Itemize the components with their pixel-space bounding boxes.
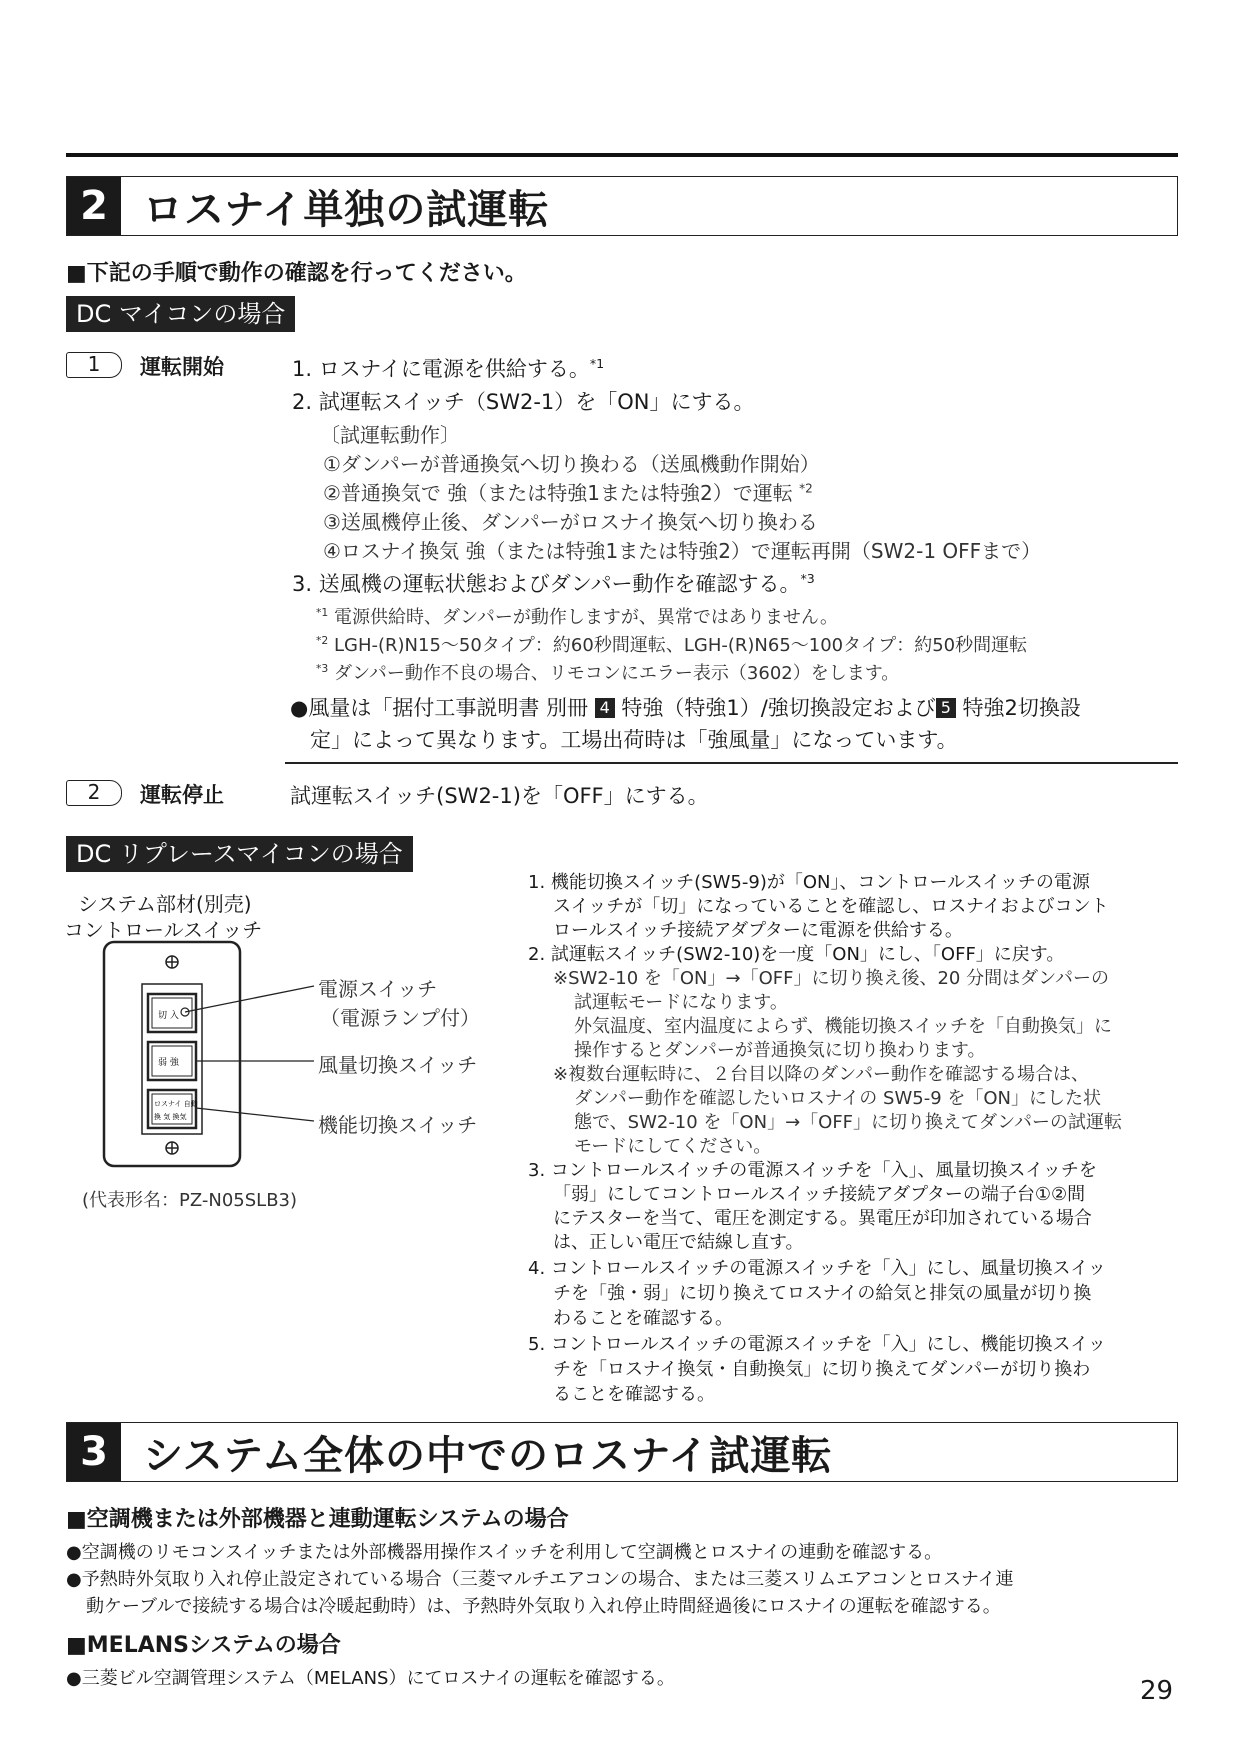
- replace-line-6: 試運転モードになります。: [574, 992, 788, 1013]
- airflow-note-line-2: 定」によって異なります。工場出荷時は「強風量」になっています。: [310, 728, 958, 752]
- section-3-header: [66, 1422, 1178, 1482]
- top-rule: [66, 153, 1178, 157]
- step-1-line-4: ①ダンパーが普通換気へ切り換わる（送風機動作開始）: [323, 452, 820, 476]
- step-2-number: 2: [66, 780, 122, 806]
- note-2: $^{*2}$ LGH-(R)N15～50タイプ：約60秒間運転、LGH-(R)N65～100タイプ：約50秒間運転: [316, 634, 1028, 656]
- step-2-text: 試運転スイッチ(SW2-1)を「OFF」にする。: [290, 784, 709, 808]
- note-1: $^{*1}$ 電源供給時、ダンパーが動作しますが、異常ではありません。: [316, 606, 838, 628]
- replace-line-8: 操作するとダンパーが普通換気に切り換わります。: [574, 1040, 986, 1061]
- replace-line-1: 1. 機能切換スイッチ(SW5-9)が「ON」、コントロールスイッチの電源: [528, 872, 1090, 893]
- power-switch-label: 切 入: [158, 1011, 179, 1021]
- replace-line-21: チを「ロスナイ換気・自動換気」に切り換えてダンパーが切り換わ: [553, 1359, 1091, 1380]
- replace-line-12: モードにしてください。: [574, 1136, 772, 1157]
- function-switch-label-bottom: 換 気 換気: [154, 1113, 187, 1121]
- replace-line-10: ダンパー動作を確認したいロスナイの SW5-9 を「ON」にした状: [574, 1088, 1101, 1109]
- replace-line-2: スイッチが「切」になっていることを確認し、ロスナイおよびコント: [553, 896, 1109, 917]
- top-screw-icon: [166, 956, 178, 968]
- diagram-model-name: (代表形名：PZ-N05SLB3): [82, 1190, 298, 1211]
- replace-line-18: チを「強・弱」に切り換えてロスナイの給気と排気の風量が切り換: [553, 1283, 1092, 1304]
- step-1-line-1: 1. ロスナイに電源を供給する。$^{*1}$: [292, 356, 605, 381]
- step-1-line-6: ③送風機停止後、ダンパーがロスナイ換気へ切り換わる: [323, 510, 818, 534]
- section-3-heading-2: ■MELANSシステムの場合: [66, 1633, 341, 1658]
- bottom-screw-icon: [166, 1142, 178, 1154]
- diagram-caption-1: システム部材(別売): [78, 892, 252, 916]
- step-1-line-7: ④ロスナイ換気 強（または特強1または特強2）で運転再開（SW2-1 OFFまで）: [323, 539, 1042, 563]
- power-switch: [148, 994, 196, 1032]
- section-2-title: ロスナイ単独の試運転: [143, 186, 550, 233]
- step-1-number: 1: [66, 352, 122, 378]
- step-1-line-5: ②普通換気で 強（または特強1または特強2）で運転 $^{*2}$: [323, 481, 813, 505]
- section-2-number: 2: [67, 177, 121, 235]
- replace-line-11: 態で、SW2-10 を「ON」→「OFF」に切り換えてダンパーの試運転: [574, 1112, 1122, 1133]
- ref-5-icon: 5: [936, 698, 956, 718]
- replace-line-17: 4. コントロールスイッチの電源スイッチを「入」にし、風量切換スイッ: [528, 1258, 1106, 1279]
- dc-subheading: DC マイコンの場合: [66, 296, 295, 332]
- replace-line-15: にテスターを当て、電圧を測定する。異電圧が印加されている場合: [553, 1208, 1092, 1229]
- replace-line-3: ロールスイッチ接続アダプターに電源を供給する。: [553, 920, 963, 941]
- section-3-number: 3: [67, 1423, 121, 1481]
- airflow-switch-label: 弱 強: [158, 1058, 179, 1068]
- airflow-switch: [148, 1042, 196, 1080]
- replace-line-13: 3. コントロールスイッチの電源スイッチを「入」、風量切換スイッチを: [528, 1160, 1097, 1181]
- diagram-caption-2: コントロールスイッチ: [64, 918, 263, 942]
- function-switch: [148, 1090, 198, 1128]
- replace-line-9: ※複数台運転時に、２台目以降のダンパー動作を確認する場合は、: [553, 1064, 1089, 1085]
- step-2-label: 運転停止: [140, 783, 224, 807]
- section-3-title: システム全体の中でのロスナイ試運転: [143, 1432, 833, 1479]
- replace-line-7: 外気温度、室内温度によらず、機能切換スイッチを「自動換気」に: [574, 1016, 1112, 1037]
- step-1-line-3: 〔試運転動作〕: [320, 423, 460, 447]
- function-switch-label-top: ロスナイ 自動: [154, 1100, 198, 1108]
- step-1-line-8: 3. 送風機の運転状態およびダンパー動作を確認する。$^{*3}$: [292, 571, 815, 596]
- section-3-bullet-1: ●空調機のリモコンスイッチまたは外部機器用操作スイッチを利用して空調機とロスナイの連動を確認する。: [66, 1542, 943, 1563]
- replace-line-20: 5. コントロールスイッチの電源スイッチを「入」にし、機能切換スイッ: [528, 1334, 1106, 1355]
- section-3-heading-1: ■空調機または外部機器と連動運転システムの場合: [66, 1507, 569, 1532]
- section-3-bullet-3: ●三菱ビル空調管理システム（MELANS）にてロスナイの運転を確認する。: [66, 1668, 675, 1689]
- diagram-label-function: 機能切換スイッチ: [318, 1113, 478, 1137]
- airflow-note-line-1: ●風量は「据付工事説明書 別冊 4 特強（特強1）/強切換設定および 5 特強2切換設: [290, 696, 1081, 720]
- replace-subheading: DC リプレースマイコンの場合: [66, 836, 413, 872]
- step-1-line-2: 2. 試運転スイッチ（SW2-1）を「ON」にする。: [292, 390, 755, 414]
- diagram-label-power-lamp: （電源ランプ付）: [320, 1006, 480, 1030]
- step-divider: [285, 762, 1178, 764]
- replace-line-14: 「弱」にしてコントロールスイッチ接続アダプターの端子台①②間: [553, 1184, 1086, 1205]
- diagram-label-airflow: 風量切換スイッチ: [318, 1053, 478, 1077]
- step-1-label: 運転開始: [140, 355, 224, 379]
- replace-line-19: わることを確認する。: [553, 1308, 733, 1329]
- section-3-bullet-2b: 動ケーブルで接続する場合は冷暖起動時）は、予熱時外気取り入れ停止時間経過後にロスナイの運転を確認する。: [86, 1596, 1001, 1617]
- diagram-label-power: 電源スイッチ: [318, 977, 438, 1001]
- replace-line-4: 2. 試運転スイッチ(SW2-10)を一度「ON」にし、「OFF」に戻す。: [528, 944, 1065, 965]
- replace-line-5: ※SW2-10 を「ON」→「OFF」に切り換え後、20 分間はダンパーの: [553, 968, 1110, 989]
- section-2-header: [66, 176, 1178, 236]
- section-2-intro: ■下記の手順で動作の確認を行ってください。: [66, 261, 527, 286]
- replace-line-16: は、正しい電圧で結線し直す。: [553, 1232, 804, 1253]
- replace-line-22: ることを確認する。: [553, 1384, 715, 1405]
- page-number: 29: [1140, 1676, 1174, 1706]
- section-3-bullet-2a: ●予熱時外気取り入れ停止設定されている場合（三菱マルチエアコンの場合、または三菱スリムエアコンとロスナイ連: [66, 1569, 1014, 1590]
- ref-4-icon: 4: [595, 698, 615, 718]
- note-3: $^{*3}$ ダンパー動作不良の場合、リモコンにエラー表示（3602）をします。: [316, 662, 900, 684]
